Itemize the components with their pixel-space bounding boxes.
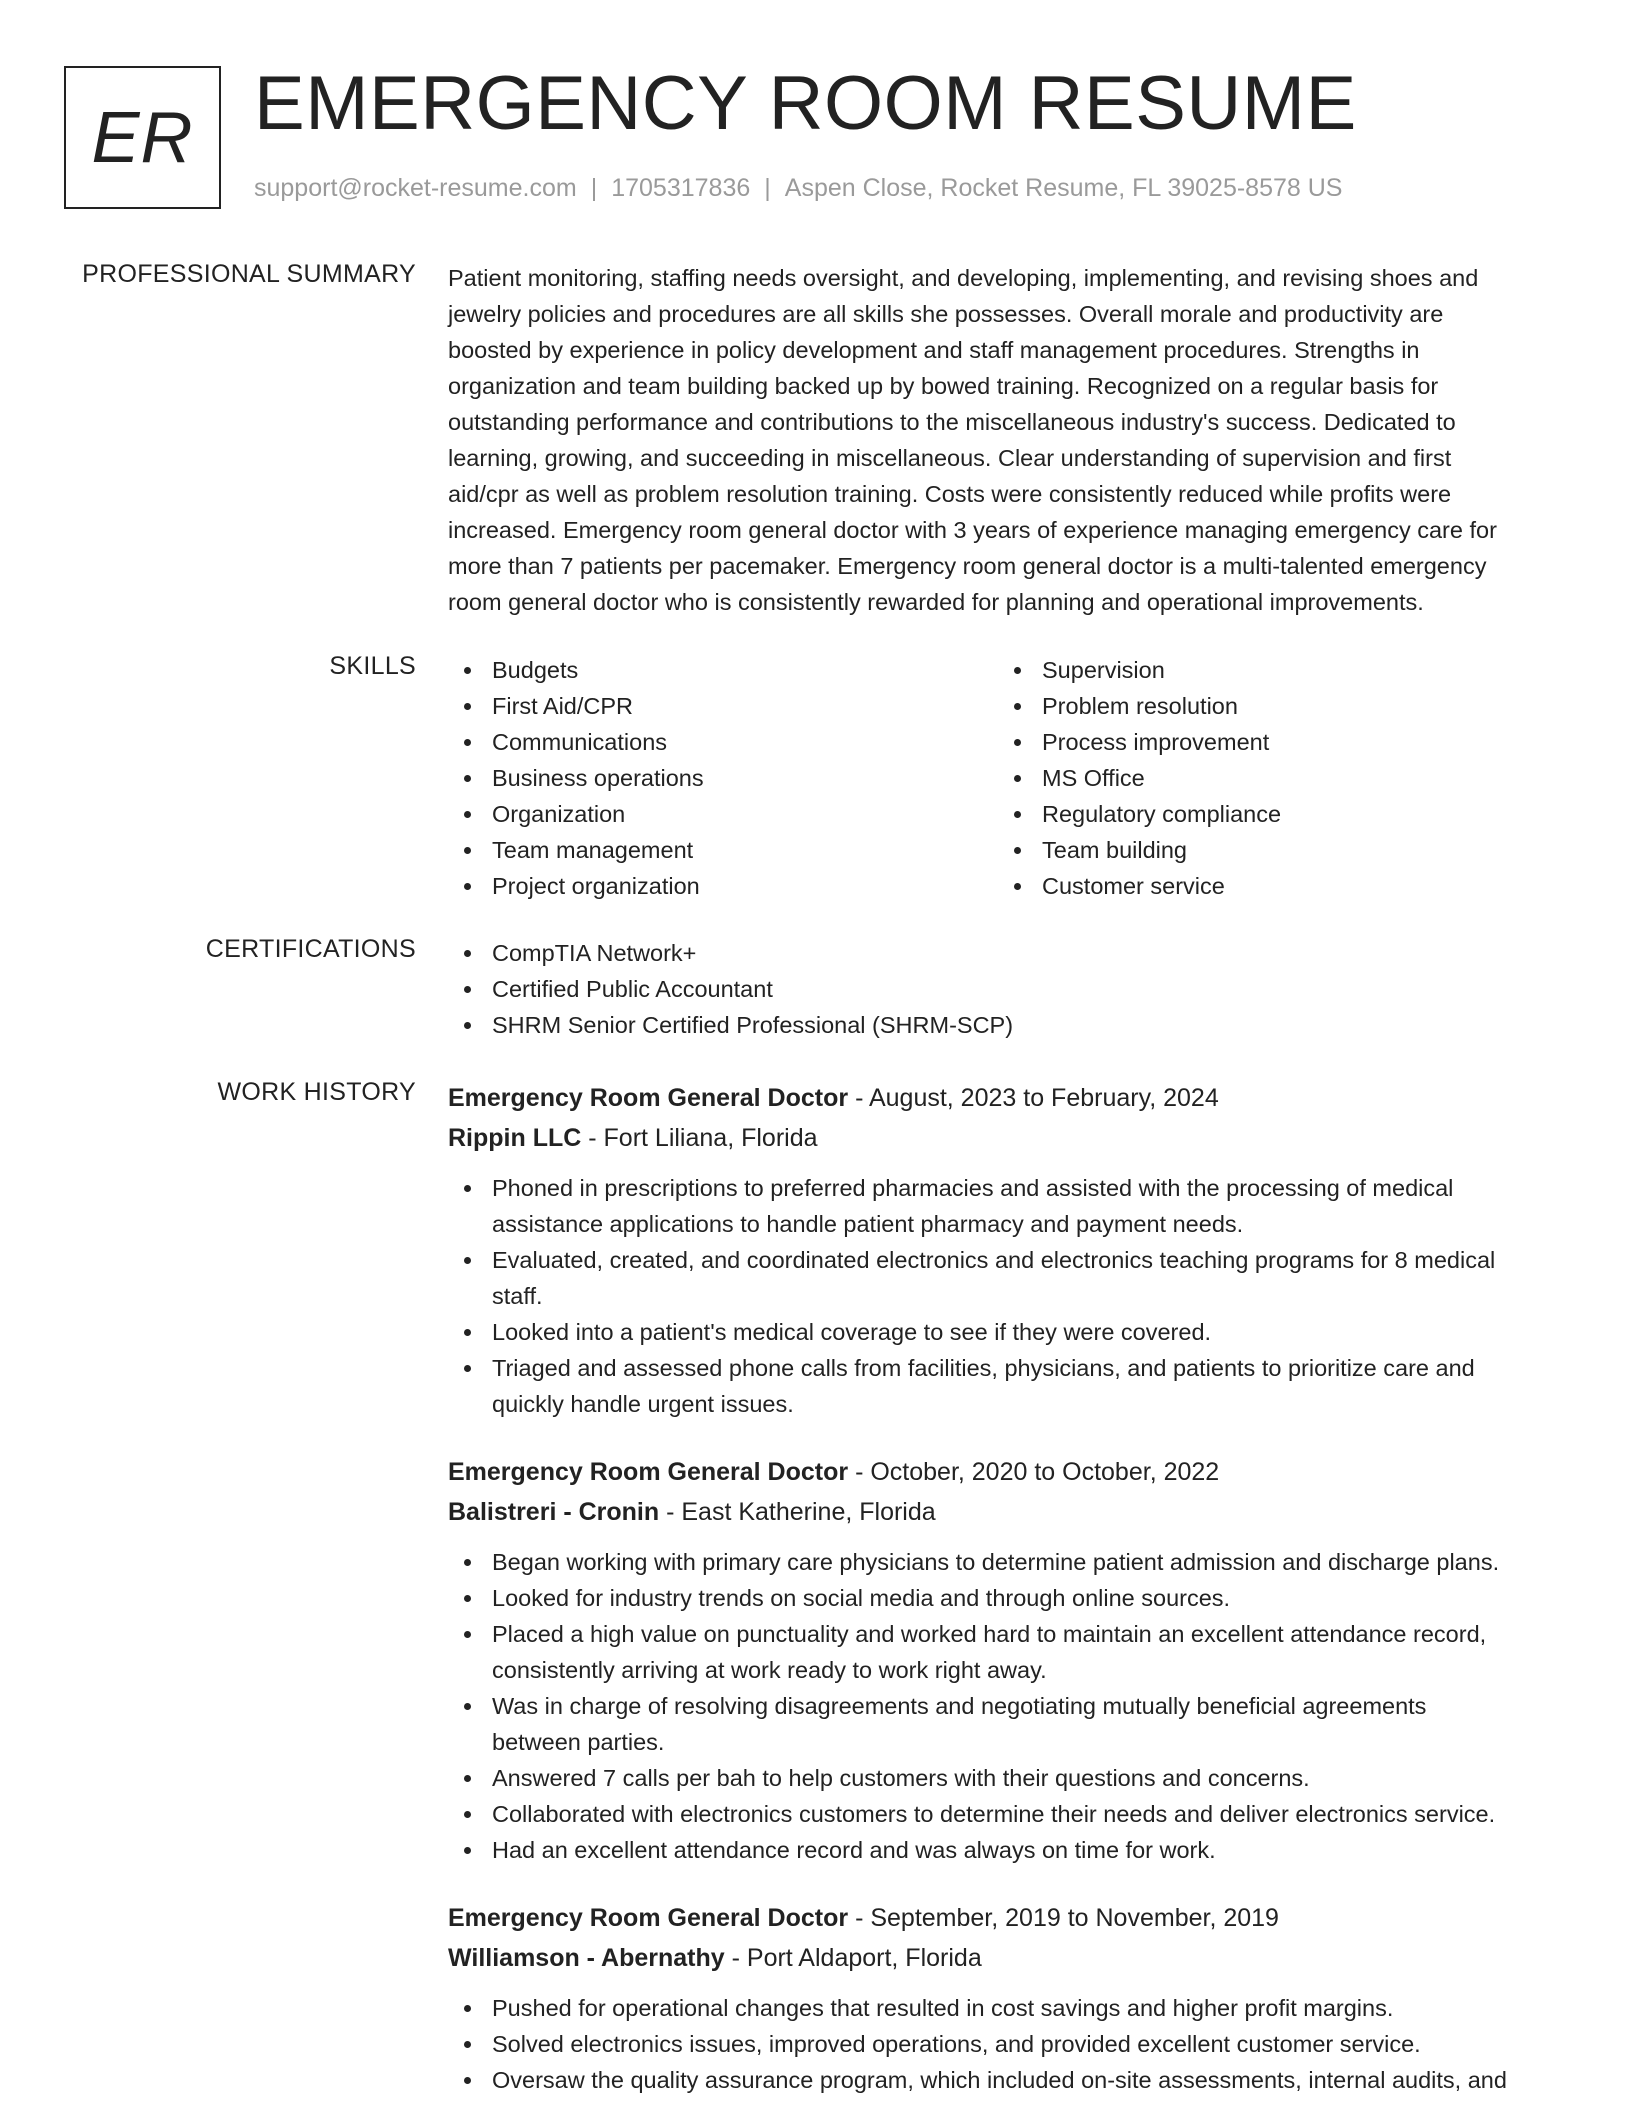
resume-title: EMERGENCY ROOM RESUME xyxy=(254,61,1357,146)
contact-separator: | xyxy=(590,174,598,202)
skills-column-left xyxy=(448,652,998,904)
duty-line: Had an excellent attendance record and was always on time for work. xyxy=(492,1837,1216,1863)
job-duty xyxy=(448,1350,1628,1422)
summary-line: room general doctor who is consistently rewarded for planning and operational improvements. xyxy=(448,589,1424,615)
job-duty xyxy=(448,1580,1628,1616)
job-duty xyxy=(448,1796,1628,1832)
skills-heading: SKILLS xyxy=(329,652,416,680)
job-company: Balistreri - Cronin xyxy=(448,1498,660,1526)
duty-line: between parties. xyxy=(492,1729,665,1755)
monogram-logo: ER xyxy=(64,66,221,209)
job-duty xyxy=(448,1544,1628,1580)
duty-line: Looked for industry trends on social media and through online sources. xyxy=(492,1585,1231,1611)
job-location: - Fort Liliana, Florida xyxy=(581,1124,818,1152)
summary-text xyxy=(448,260,1628,620)
duty-line: Oversaw the quality assurance program, which included on-site assessments, internal audits, and xyxy=(492,2067,1507,2093)
certifications-list xyxy=(448,935,1628,1043)
contact-address: Aspen Close, Rocket Resume, FL 39025-8578 US xyxy=(784,174,1343,202)
duty-line: Collaborated with electronics customers to determine their needs and deliver electronics service. xyxy=(492,1801,1496,1827)
skill-item: Problem resolution xyxy=(998,688,1548,724)
skill-item: Communications xyxy=(448,724,998,760)
summary-line: increased. Emergency room general doctor with 3 years of experience managing emergency care for xyxy=(448,517,1497,543)
skill-item: MS Office xyxy=(998,760,1548,796)
skills-list xyxy=(448,652,1628,904)
job-title-line xyxy=(448,1078,1628,1118)
job-duty xyxy=(448,1616,1628,1688)
skill-item: Team management xyxy=(448,832,998,868)
duty-line: assistance applications to handle patient pharmacy and payment needs. xyxy=(492,1211,1244,1237)
job-company: Williamson - Abernathy xyxy=(448,1944,725,1972)
job-title: Emergency Room General Doctor xyxy=(448,1084,849,1112)
summary-heading: PROFESSIONAL SUMMARY xyxy=(82,260,416,288)
job-company-line xyxy=(448,1492,1628,1532)
work-history-heading: WORK HISTORY xyxy=(217,1078,416,1106)
job-dates: - September, 2019 to November, 2019 xyxy=(848,1904,1279,1932)
job-dates: - August, 2023 to February, 2024 xyxy=(848,1084,1219,1112)
duty-line: Was in charge of resolving disagreements and negotiating mutually beneficial agreements xyxy=(492,1693,1427,1719)
job-duties xyxy=(448,1544,1628,1868)
summary-line: learning, growing, and succeeding in miscellaneous. Clear understanding of supervision and first xyxy=(448,445,1452,471)
job-location: - East Katherine, Florida xyxy=(659,1498,936,1526)
job-duties xyxy=(448,1170,1628,1422)
skill-item: Budgets xyxy=(448,652,998,688)
certifications-heading: CERTIFICATIONS xyxy=(205,935,416,963)
job-duty xyxy=(448,1760,1628,1796)
duty-line: quickly handle urgent issues. xyxy=(492,1391,794,1417)
resume-header xyxy=(64,61,1568,210)
duty-line: Began working with primary care physicians to determine patient admission and discharge plans. xyxy=(492,1549,1500,1575)
contact-line xyxy=(254,174,1342,203)
contact-email: support@rocket-resume.com xyxy=(254,174,577,202)
job-duty xyxy=(448,1170,1628,1242)
job-title: Emergency Room General Doctor xyxy=(448,1904,849,1932)
skills-column-right xyxy=(998,652,1548,904)
certification-item: SHRM Senior Certified Professional (SHRM-SCP) xyxy=(448,1007,1628,1043)
duty-line: Looked into a patient's medical coverage to see if they were covered. xyxy=(492,1319,1212,1345)
summary-line: aid/cpr as well as problem resolution training. Costs were consistently reduced while profits were xyxy=(448,481,1452,507)
summary-line: Patient monitoring, staffing needs oversight, and developing, implementing, and revising shoes and xyxy=(448,265,1479,291)
job-duty xyxy=(448,1314,1628,1350)
duty-line: Placed a high value on punctuality and worked hard to maintain an excellent attendance record, xyxy=(492,1621,1487,1647)
job-duty xyxy=(448,1832,1628,1868)
job-company-line xyxy=(448,1118,1628,1158)
summary-line: boosted by experience in policy development and staff management procedures. Strengths in xyxy=(448,337,1420,363)
job-duties xyxy=(448,1990,1628,2098)
job-title-line xyxy=(448,1898,1628,1938)
duty-line: Evaluated, created, and coordinated electronics and electronics teaching programs for 8 medical xyxy=(492,1247,1496,1273)
job-entry xyxy=(448,1898,1628,2098)
job-title: Emergency Room General Doctor xyxy=(448,1458,849,1486)
duty-line: Pushed for operational changes that resulted in cost savings and higher profit margins. xyxy=(492,1995,1394,2021)
job-location: - Port Aldaport, Florida xyxy=(724,1944,982,1972)
job-company: Rippin LLC xyxy=(448,1124,582,1152)
certification-item: Certified Public Accountant xyxy=(448,971,1628,1007)
job-duty xyxy=(448,2026,1628,2062)
duty-line: consistently arriving at work ready to work right away. xyxy=(492,1657,1047,1683)
job-duty xyxy=(448,1242,1628,1314)
job-duty xyxy=(448,2062,1628,2098)
skill-item: Project organization xyxy=(448,868,998,904)
summary-line: jewelry policies and procedures are all skills she possesses. Overall morale and productivity are xyxy=(448,301,1444,327)
skill-item: Business operations xyxy=(448,760,998,796)
job-title-line xyxy=(448,1452,1628,1492)
duty-line: Solved electronics issues, improved operations, and provided excellent customer service. xyxy=(492,2031,1421,2057)
duty-line: Phoned in prescriptions to preferred pharmacies and assisted with the processing of medical xyxy=(492,1175,1454,1201)
job-duty xyxy=(448,1688,1628,1760)
work-history-list xyxy=(448,1078,1628,2112)
job-dates: - October, 2020 to October, 2022 xyxy=(848,1458,1220,1486)
skill-item: First Aid/CPR xyxy=(448,688,998,724)
contact-phone: 1705317836 xyxy=(611,174,751,202)
job-entry xyxy=(448,1078,1628,1422)
duty-line: staff. xyxy=(492,1283,543,1309)
summary-line: more than 7 patients per pacemaker. Emergency room general doctor is a multi-talented emergency xyxy=(448,553,1487,579)
summary-line: organization and team building backed up by bowed training. Recognized on a regular basis for xyxy=(448,373,1439,399)
job-company-line xyxy=(448,1938,1628,1978)
duty-line: Answered 7 calls per bah to help customers with their questions and concerns. xyxy=(492,1765,1310,1791)
contact-separator: | xyxy=(764,174,771,202)
duty-line: Triaged and assessed phone calls from facilities, physicians, and patients to prioritize care and xyxy=(492,1355,1475,1381)
skill-item: Supervision xyxy=(998,652,1548,688)
skill-item: Organization xyxy=(448,796,998,832)
skill-item: Team building xyxy=(998,832,1548,868)
certification-item: CompTIA Network+ xyxy=(448,935,1628,971)
summary-line: outstanding performance and contributions to the miscellaneous industry's success. Dedicated to xyxy=(448,409,1456,435)
skill-item: Regulatory compliance xyxy=(998,796,1548,832)
job-duty xyxy=(448,1990,1628,2026)
certifications-bullets xyxy=(448,935,1628,1043)
job-entry xyxy=(448,1452,1628,1868)
skill-item: Customer service xyxy=(998,868,1548,904)
skill-item: Process improvement xyxy=(998,724,1548,760)
